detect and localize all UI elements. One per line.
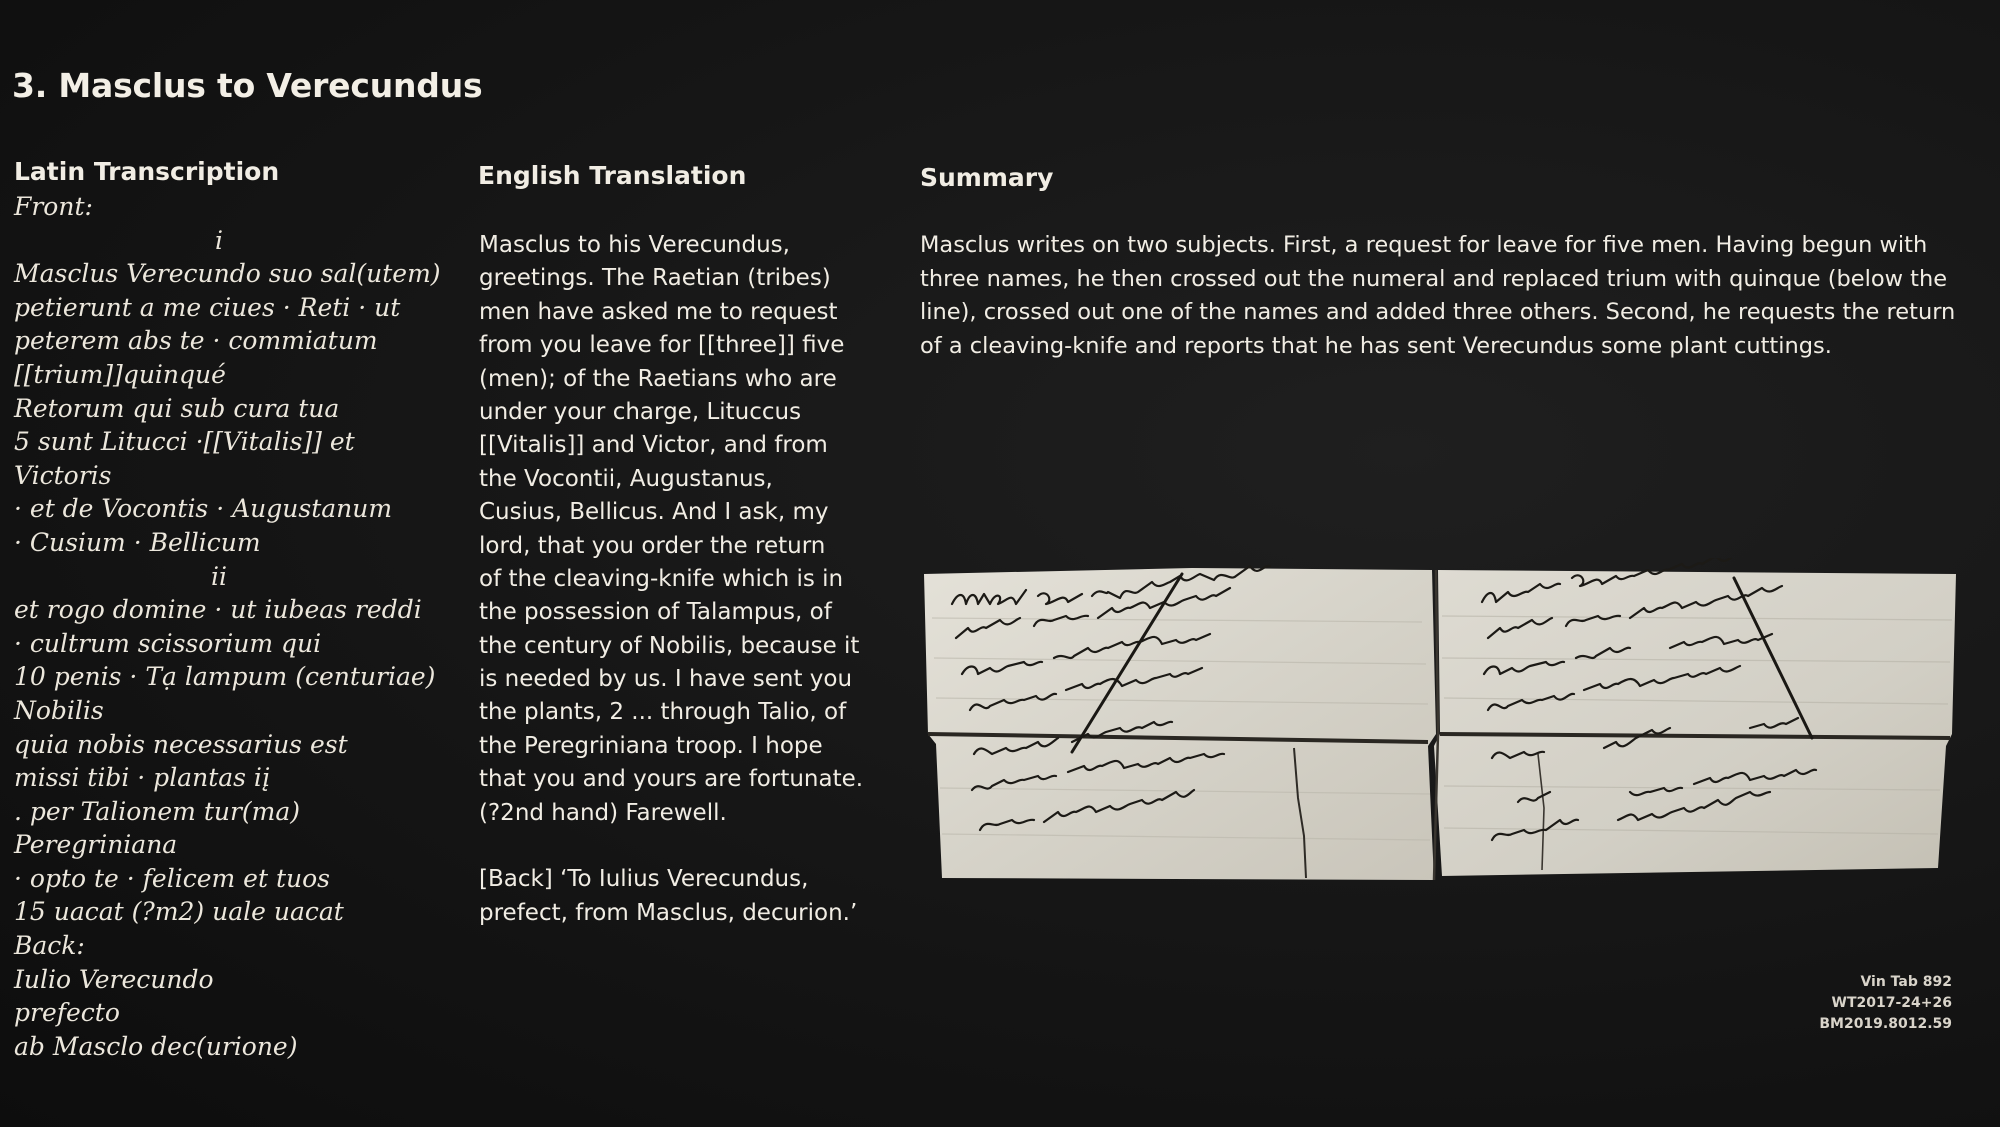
latin-line: 10 penis · Tạ lampum (centuriae) (14, 662, 436, 692)
latin-line: missi tibi · plantas iį (14, 763, 270, 793)
latin-line: Retorum qui sub cura tua (14, 393, 340, 423)
latin-line: · Cusium · Bellicum (14, 527, 261, 557)
latin-line: Masclus Verecundo suo sal(utem) (14, 259, 441, 289)
latin-line: 5 sunt Litucci ·[[Vitalis]] et (14, 427, 355, 457)
english-line: the possession of Talampus, of (479, 599, 832, 626)
summary-line: three names, he then crossed out the numeral and replaced trium with quinque (below the (920, 265, 1948, 292)
english-line: of the cleaving-knife which is in (479, 565, 844, 592)
english-line: under your charge, Lituccus (479, 398, 802, 425)
english-line: greetings. The Raetian (tribes) (479, 265, 831, 292)
latin-line: [[trium]]quinqué (14, 359, 226, 389)
summary-line: of a cleaving-knife and reports that he has sent Verecundus some plant cuttings. (920, 332, 1832, 359)
english-line: the Peregriniana troop. I hope (479, 732, 823, 759)
english-line: the century of Nobilis, because it (479, 632, 860, 659)
latin-line: peterem abs te · commiatum (14, 326, 378, 356)
latin-line: Victoris (14, 460, 112, 490)
summary-line: line), crossed out one of the names and added three others. Second, he requests the return (920, 299, 1956, 325)
latin-line: et rogo domine · ut iubeas reddi (14, 595, 422, 625)
latin-line: Peregriniana (14, 830, 178, 860)
english-line: men have asked me to request (479, 298, 838, 325)
object-references (1819, 972, 1952, 1035)
english-line: (?2nd hand) Farewell. (479, 799, 727, 826)
latin-line: Nobilis (14, 695, 104, 725)
english-line: that you and yours are fortunate. (479, 766, 864, 793)
latin-line: 15 uacat (?m2) uale uacat (14, 897, 344, 927)
latin-line: Iulio Verecundo (14, 964, 214, 994)
catalog-number: Vin Tab 892 (1860, 974, 1952, 990)
latin-line: prefecto (14, 998, 120, 1028)
catalog-number: WT2017-24+26 (1831, 995, 1952, 1011)
latin-line: quia nobis necessarius est (14, 729, 348, 759)
summary-text (920, 229, 1956, 363)
english-line: from you leave for [[three]] five (479, 332, 845, 359)
english-line: Cusius, Bellicus. And I ask, my (479, 499, 829, 526)
paragraph-gap (479, 830, 879, 863)
latin-line: . per Talionem tur(ma) (14, 796, 301, 826)
english-line: lord, that you order the return (479, 532, 826, 559)
latin-line: · cultrum scissorium qui (14, 628, 322, 658)
summary-line: Masclus writes on two subjects. First, a request for leave for five men. Having begun with (920, 232, 1928, 258)
english-heading: English Translation (478, 161, 747, 190)
latin-line: Back: (14, 931, 85, 961)
page-title: 3. Masclus to Verecundus (12, 66, 483, 105)
tablet-right-leaf (1434, 570, 1956, 876)
latin-heading: Latin Transcription (14, 157, 280, 186)
catalog-number: BM2019.8012.59 (1819, 1016, 1952, 1032)
summary-heading: Summary (920, 163, 1054, 192)
english-line: the Vocontii, Augustanus, (479, 465, 773, 492)
english-line: Masclus to his Verecundus, (479, 232, 790, 258)
latin-line: Front: (14, 192, 93, 221)
english-back-line: [Back] ‘To Iulius Verecundus, (479, 866, 809, 893)
english-line: the plants, 2 ... through Talio, of (479, 699, 847, 726)
latin-line: petierunt a me ciues · Reti · ut (14, 292, 401, 322)
writing-tablet-photo (922, 558, 1958, 884)
latin-line: ab Masclo dec(urione) (14, 1031, 298, 1061)
latin-section-numeral: ii (211, 561, 227, 591)
latin-line: · et de Vocontis · Augustanum (14, 494, 393, 524)
latin-line: · opto te · felicem et tuos (14, 863, 330, 893)
english-line: [[Vitalis]] and Victor, and from (479, 432, 828, 459)
latin-section-numeral: i (215, 225, 223, 255)
latin-transcription (14, 190, 454, 1063)
english-line: is needed by us. I have sent you (479, 666, 853, 693)
tablet-left-leaf (924, 568, 1436, 880)
english-translation (479, 229, 879, 930)
english-line: (men); of the Raetians who are (479, 365, 837, 392)
english-back-line: prefect, from Masclus, decurion.’ (479, 899, 858, 926)
